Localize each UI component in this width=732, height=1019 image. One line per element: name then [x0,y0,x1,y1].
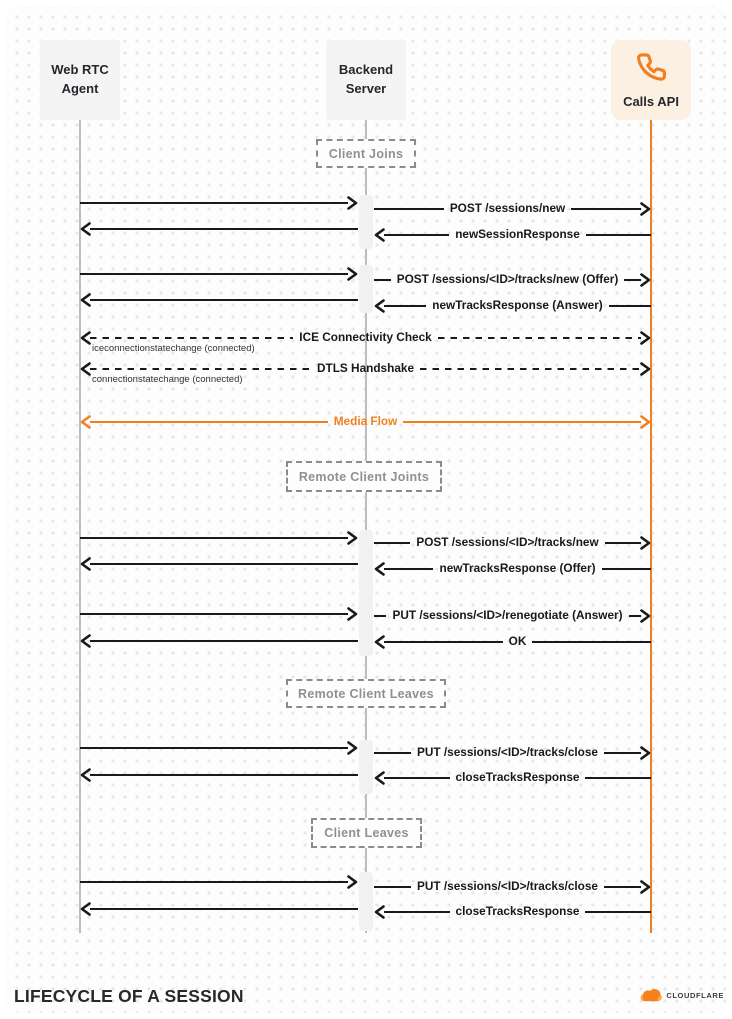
cloudflare-wordmark: CLOUDFLARE [666,990,724,1000]
message-arrow [80,767,358,783]
message-label: closeTracksResponse [455,904,580,918]
message-arrow [80,740,358,756]
message-arrow [374,770,651,786]
message-arrow [374,535,651,551]
arrow-line [604,752,641,755]
arrow-line [374,208,444,211]
stage-label-box [316,139,416,168]
message-label: DTLS Handshake [316,361,415,375]
message-arrow [374,272,651,288]
activation-bar [359,195,373,249]
arrow-line [90,774,358,777]
participant-calls-api [611,40,691,120]
arrow-line [374,615,386,618]
stage-label: Client Leaves [324,826,409,840]
stage-label: Remote Client Leaves [298,686,434,701]
message-arrow [374,634,651,650]
arrow-line [438,337,641,340]
message-arrow [374,608,651,624]
arrowhead-right-icon [639,414,651,430]
diagram-title: LIFECYCLE OF A SESSION [14,986,244,1006]
message-arrow [80,606,358,622]
message-label: POST /sessions/<ID>/tracks/new [416,535,599,549]
arrowhead-right-icon [346,530,358,546]
activation-bar [359,740,373,794]
arrow-line [80,747,348,750]
participant-web-rtc-agent [40,40,120,120]
arrow-line [384,234,449,237]
message-label: ICE Connectivity Check [299,330,432,344]
arrow-line [80,881,348,884]
arrow-line [384,777,450,780]
arrow-line [586,234,651,237]
message-label: PUT /sessions/<ID>/tracks/close [417,879,598,893]
arrow-line [80,273,348,276]
lifeline-web-rtc-agent [79,120,81,933]
arrow-line [374,886,411,889]
arrow-line [80,537,348,540]
message-arrow [80,901,358,917]
message-arrow [80,221,358,237]
arrow-line [532,641,651,644]
arrow-line [80,613,348,616]
message-arrow [80,556,358,572]
arrow-line [384,641,503,644]
arrowhead-right-icon [639,272,651,288]
message-arrow [80,414,651,430]
stage-label-box [311,818,422,848]
stage-label-box [286,679,446,708]
arrow-line [80,202,348,205]
participant-label: Backend [338,62,394,78]
arrowhead-right-icon [639,361,651,377]
participant-label: Agent [61,81,99,96]
message-arrow [374,745,651,761]
participant-backend-server [326,40,406,120]
stage-label: Client Joins [328,146,404,161]
arrow-line [420,368,641,371]
arrow-line [90,908,358,911]
activation-bar [359,530,373,656]
arrow-line [384,568,433,571]
arrowhead-right-icon [639,608,651,624]
stage-label-box [286,461,442,492]
message-arrow [374,561,651,577]
arrowhead-right-icon [639,330,651,346]
arrow-line [602,568,651,571]
arrow-line [384,911,450,914]
message-arrow [80,530,358,546]
message-label: POST /sessions/<ID>/tracks/new (Offer) [396,272,619,286]
activation-bar [359,872,373,931]
message-label: newSessionResponse [455,227,580,241]
arrowhead-right-icon [346,266,358,282]
cloudflare-cloud-icon [638,988,663,1002]
message-arrow [374,201,651,217]
arrow-line [374,542,410,545]
arrowhead-right-icon [639,745,651,761]
cloudflare-logo [638,988,724,1002]
event-annotation: connectionstatechange (connected) [92,374,243,385]
arrowhead-right-icon [346,195,358,211]
arrowhead-right-icon [346,874,358,890]
arrow-line [90,337,293,340]
message-arrow [374,879,651,895]
participant-label: Web RTC [51,62,109,78]
arrowhead-right-icon [346,740,358,756]
arrowhead-right-icon [346,606,358,622]
message-label: POST /sessions/new [449,201,566,215]
arrowhead-right-icon [639,879,651,895]
arrow-line [90,299,358,302]
arrow-line [90,421,328,424]
arrow-line [90,563,358,566]
arrowhead-right-icon [639,535,651,551]
message-arrow [80,633,358,649]
arrow-line [384,305,426,308]
message-label: closeTracksResponse [455,770,580,784]
arrow-line [90,368,311,371]
message-arrow [80,266,358,282]
arrowhead-right-icon [639,201,651,217]
arrow-line [90,228,358,231]
message-label: Media Flow [333,414,398,428]
arrow-line [90,640,358,643]
activation-bar [359,265,373,313]
message-label: newTracksResponse (Offer) [439,561,596,575]
arrow-line [585,777,651,780]
arrow-line [609,305,651,308]
message-label: PUT /sessions/<ID>/tracks/close [417,745,598,759]
phone-icon [634,47,668,87]
message-arrow [80,292,358,308]
stage-label: Remote Client Joints [298,469,430,484]
message-arrow [374,904,651,920]
arrow-line [604,886,641,889]
arrow-line [403,421,641,424]
arrow-line [585,911,651,914]
arrow-line [605,542,641,545]
participant-label: Calls API [623,94,679,109]
arrow-line [374,752,411,755]
participant-label: Server [345,81,387,96]
message-label: OK [508,634,527,648]
event-annotation: iceconnectionstatechange (connected) [92,343,255,354]
message-label: newTracksResponse (Answer) [432,298,603,312]
message-arrow [374,298,651,314]
arrow-line [374,279,391,282]
message-arrow [80,874,358,890]
message-arrow [80,195,358,211]
arrow-line [571,208,641,211]
message-label: PUT /sessions/<ID>/renegotiate (Answer) [392,608,623,622]
message-arrow [374,227,651,243]
